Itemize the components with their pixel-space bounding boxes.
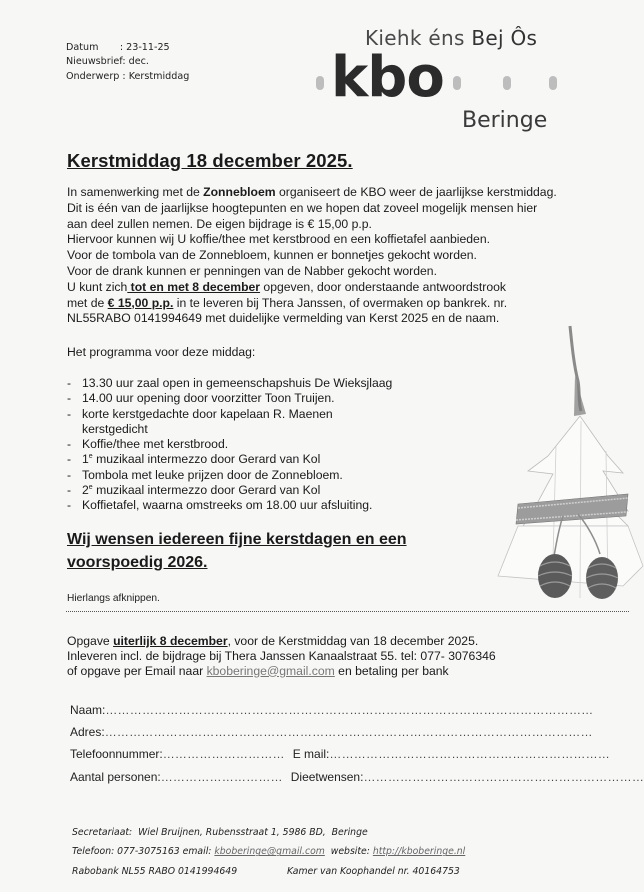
dash: -	[67, 437, 72, 452]
intro-line: Voor de drank kunnen er penningen van de Nabber gekocht worden.	[67, 263, 437, 278]
program-item	[67, 452, 392, 467]
intro-line: NL55RABO 0141994649 met duidelijke vermelding van Kerst 2025 en de naam.	[67, 311, 500, 326]
text: met de	[67, 295, 108, 310]
page-title: Kerstmiddag 18 december 2025.	[67, 150, 353, 171]
price-emphasis: € 15,00 p.p.	[107, 295, 174, 310]
address-label: Adres:	[70, 725, 105, 740]
program-item-text: 13.30 uur zaal open in gemeenschapshuis De Wieksjlaag	[82, 376, 393, 390]
meta-newsletter	[66, 55, 189, 69]
meta-sep: :	[98, 42, 127, 53]
kvk-info: Kamer van Koophandel nr. 40164753	[287, 865, 460, 877]
program-item-text: korte kerstgedachte door kapelaan R. Maenen	[82, 406, 333, 421]
dash: -	[67, 467, 72, 482]
text: in te leveren bij Thera Janssen, of overmaken op bankrek. nr.	[173, 295, 508, 310]
text: In samenwerking met de	[67, 185, 204, 199]
intro-line	[67, 280, 557, 296]
registration-form	[70, 699, 644, 788]
logo-dot-icon	[503, 76, 511, 90]
knot	[574, 376, 586, 416]
meta-label: Datum	[66, 42, 99, 53]
email-label: E mail:	[292, 747, 330, 762]
text: opgeven, door onderstaande antwoordstrook	[260, 279, 506, 294]
ordinal: 1	[82, 452, 89, 467]
registration-line	[67, 634, 496, 649]
logo-place: Beringe	[462, 108, 548, 133]
registration-info	[67, 634, 496, 678]
logo-brand: kbo	[331, 45, 444, 110]
footer-email-link[interactable]: kboberinge@gmail.com	[214, 846, 325, 858]
phone-email-row	[70, 743, 611, 765]
footer	[72, 823, 465, 881]
diet-fill-line[interactable]: ……………………………………………………………	[363, 769, 644, 784]
name-label: Naam:	[70, 703, 106, 717]
meta-sep: :	[119, 70, 129, 82]
dash: -	[67, 406, 72, 421]
text: U kunt zich	[67, 279, 128, 294]
registration-line	[67, 664, 496, 679]
program-item-text: muzikaal intermezzo door Gerard van Kol	[92, 452, 321, 467]
phone-fill-line[interactable]: …………………………	[162, 747, 285, 762]
logo-dot-icon	[453, 76, 461, 90]
meta-label: Onderwerp	[66, 70, 120, 82]
meta-value: dec.	[128, 56, 149, 68]
intro-line: aan deel zullen nemen. De eigen bijdrage is € 15,00 p.p.	[67, 216, 372, 231]
text: of opgave per Email naar	[67, 663, 207, 678]
program-item	[67, 407, 392, 422]
ordinal: 2	[82, 483, 89, 498]
zonnebloem-bold: Zonnebloem	[203, 185, 276, 199]
intro-paragraph	[67, 185, 557, 327]
meta-sep: :	[122, 56, 129, 68]
text: Opgave	[67, 634, 114, 648]
ordinal-sup: e	[88, 453, 93, 461]
footer-secretariat: Secretariaat: Wiel Bruijnen, Rubensstraat 1, 5986 BD, Beringe	[72, 827, 368, 838]
program-item	[67, 391, 392, 406]
dash: -	[67, 376, 72, 390]
program-item-text: 14.00 uur opening door voorzitter Toon Truijen.	[82, 391, 335, 406]
cut-line-divider	[66, 611, 629, 612]
ordinal-sup: e	[88, 484, 93, 492]
name-fill-line[interactable]: …………………………………………………………………………………………………………	[105, 703, 594, 717]
deadline-emphasis: tot en met 8 december	[127, 279, 261, 294]
diet-label: Dieetwensen:	[290, 769, 364, 784]
program-heading: Het programma voor deze middag:	[67, 345, 256, 359]
registration-line: Inleveren incl. de bijdrage bij Thera Janssen Kanaalstraat 55. tel: 077- 3076346	[67, 648, 496, 663]
email-fill-line[interactable]: ……………………………………………………………	[329, 747, 611, 762]
christmas-tree-ornament-icon	[478, 326, 638, 601]
address-field[interactable]	[70, 721, 600, 743]
cut-here-label: Hierlangs afknippen.	[67, 593, 160, 604]
program-item-text: kerstgedicht	[82, 421, 148, 436]
phone-label: Telefoonnummer:	[70, 747, 163, 762]
intro-line	[67, 185, 557, 201]
dash: -	[67, 483, 72, 498]
text: , voor de Kerstmiddag van 18 december 2025.	[227, 634, 479, 648]
program-item-text: Tombola met leuke prijzen door de Zonnebloem.	[82, 467, 343, 482]
meta-label: Nieuwsbrief	[66, 56, 123, 68]
deadline-emphasis: uiterlijk 8 december	[113, 634, 228, 648]
intro-line: Hiervoor kunnen wij U koffie/thee met kerstbrood en een koffietafel aanbieden.	[67, 232, 490, 247]
document-meta	[66, 41, 189, 84]
address-fill-line[interactable]: …………………………………………………………………………………………………………	[104, 725, 593, 740]
dash: -	[67, 452, 72, 467]
program-item	[67, 483, 392, 498]
bank-info: Rabobank NL55 RABO 0141994649	[72, 865, 238, 877]
program-item	[67, 376, 392, 391]
wish-line: voorspoedig 2026.	[67, 554, 208, 571]
wish-line: Wij wensen iedereen fijne kerstdagen en een	[67, 531, 407, 548]
text: organiseert de KBO weer de jaarlijkse kerstmiddag.	[275, 185, 557, 199]
dash: -	[67, 391, 72, 406]
holiday-wish	[67, 528, 407, 574]
meta-date	[66, 41, 189, 55]
program-item-continuation	[67, 422, 392, 437]
intro-line	[67, 296, 557, 312]
logo-tagline-light: Kiehk éns	[365, 26, 472, 50]
intro-line: Dit is één van de jaarlijkse hoogtepunten en we hopen dat zoveel mogelijk mensen hier	[67, 200, 538, 215]
persons-label: Aantal personen:	[70, 769, 161, 784]
text: website:	[324, 846, 373, 858]
logo-dot-icon	[316, 76, 324, 90]
program-list	[67, 376, 392, 514]
meta-value: Kerstmiddag	[128, 70, 190, 82]
program-item	[67, 468, 392, 483]
program-item	[67, 498, 392, 513]
footer-website-link[interactable]: http://kboberinge.nl	[372, 846, 466, 858]
program-item-text: Koffie/thee met kerstbrood.	[82, 437, 229, 452]
footer-contact	[72, 842, 465, 861]
footer-bank	[72, 862, 465, 881]
persons-fill-line[interactable]: …………………………	[160, 769, 283, 784]
meta-value: 23-11-25	[126, 42, 170, 53]
text: Telefoon: 077-3075163 email:	[72, 846, 215, 858]
name-field[interactable]	[70, 699, 600, 721]
pinecone-left	[538, 554, 572, 598]
intro-line: Voor de tombola van de Zonnebloem, kunnen er bonnetjes gekocht worden.	[67, 248, 477, 263]
program-item-text: muzikaal intermezzo door Gerard van Kol	[92, 483, 321, 498]
email-link[interactable]: kboberinge@gmail.com	[206, 663, 335, 678]
meta-subject	[66, 70, 189, 84]
logo-tagline-dark: Bej Ôs	[471, 26, 538, 50]
logo-dot-icon	[549, 76, 557, 90]
text: en betaling per bank	[334, 663, 449, 678]
dash: -	[67, 498, 72, 513]
program-item-text: Koffietafel, waarna omstreeks om 18.00 uur afsluiting.	[82, 498, 373, 513]
program-item	[67, 437, 392, 452]
pinecone-right	[586, 557, 618, 599]
persons-diet-row	[70, 766, 644, 788]
